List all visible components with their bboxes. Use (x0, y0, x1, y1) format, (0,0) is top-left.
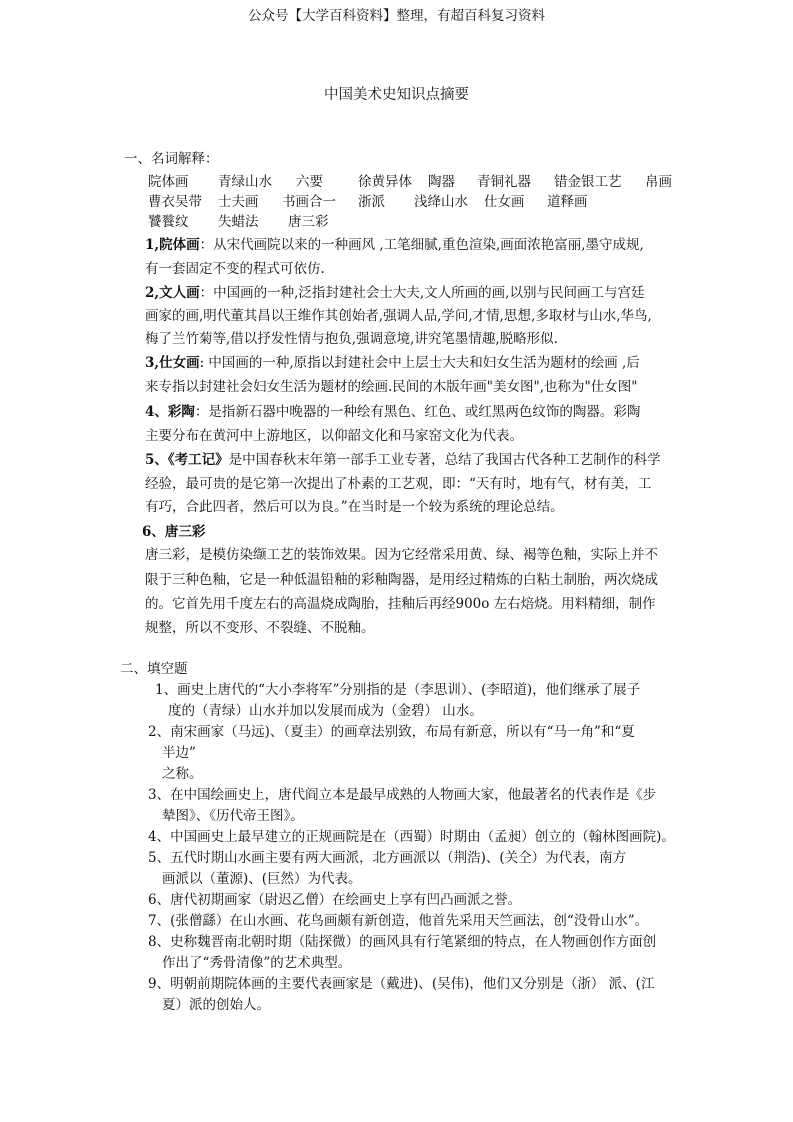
term-item: 失蜡法 (218, 214, 259, 230)
fill-blank-item: 6、唐代初期画家（尉迟乙僧）在绘画史上享有凹凸画派之誉。 (148, 892, 522, 908)
definition-line: 梅了兰竹菊等,借以抒发性情与抱负,强调意境,讲究笔墨情趣,脱略形似. (145, 331, 558, 347)
term-item: 青铜礼器 (477, 174, 531, 190)
definition-line: 画家的画,明代董其昌以王维作其创始者,强调人品,学问,才情,思想,多取材与山水,华鸟, (145, 308, 652, 324)
definition-first-line (142, 523, 205, 541)
fill-blank-item-cont: 夏）派的创始人。 (162, 997, 270, 1013)
definition-label: 6、唐三彩 (142, 524, 206, 540)
term-item: 浙派 (358, 194, 385, 210)
definition-line: 有一套固定不变的程式可依仿. (145, 261, 325, 277)
definition-first-line (145, 354, 640, 372)
definition-first-line (145, 451, 661, 469)
definition-text: 是中国春秋末年第一部手工业专著，总结了我国古代各种工艺制作的科学 (228, 452, 661, 468)
definition-label: 3,仕女画 (145, 355, 200, 371)
section2-heading: 二、填空题 (120, 661, 188, 677)
term-item: 饕餮纹 (148, 214, 189, 230)
document-title: 中国美术史知识点摘要 (324, 87, 469, 103)
definition-line: 唐三彩，是模仿染缬工艺的装饰效果。因为它经常采用黄、绿、褐等色釉，实际上并不 (145, 547, 658, 563)
definition-text: ：中国画的一种,泛指封建社会士大夫,文人所画的画,以别与民间画工与宫廷 (199, 285, 645, 301)
term-item: 陶器 (428, 174, 455, 190)
definition-line: 有巧，合此四者，然后可以为良。”在当时是一个较为系统的理论总结。 (145, 499, 564, 515)
term-item: 士夫画 (218, 194, 259, 210)
definition-line: 限于三种色釉，它是一种低温铅釉的彩釉陶器，是用经过精炼的白粘土制胎，两次烧成 (145, 572, 658, 588)
fill-blank-item: 5、五代时期山水画主要有两大画派，北方画派以（荆浩)、(关仝）为代表，南方 (148, 850, 627, 866)
fill-blank-item: 8、史称魏晋南北朝时期（陆探微）的画风具有行笔紧细的特点，在人物画创作方面创 (148, 934, 657, 950)
term-item: 错金银工艺 (554, 174, 622, 190)
definition-line: 的。它首先用千度左右的高温烧成陶胎，挂釉后再经900o 左右焙烧。用料精细，制作 (145, 596, 656, 612)
fill-blank-item: 3、在中国绘画史上，唐代阎立本是最早成熟的人物画大家，他最著名的代表作是《步 (148, 787, 657, 803)
term-item: 浅绛山水 (414, 194, 468, 210)
definition-label: 1,院体画 (145, 237, 200, 253)
definition-line: 经验，最可贵的是它第一次提出了朴素的工艺观，即：“天有时，地有气，材有美，工 (145, 476, 652, 492)
fill-blank-item-cont: 半边” (162, 745, 196, 761)
definition-label: 5、《考工记》 (145, 452, 229, 468)
fill-blank-item: 9、明朝前期院体画的主要代表画家是（戴进)、(吴伟)，他们又分别是（浙） 派、(江 (148, 976, 655, 992)
fill-blank-item: 7、(张僧繇）在山水画、花鸟画颇有新创造，他首先采用天竺画法，创“没骨山水”。 (148, 913, 649, 929)
definition-label: 4、彩陶 (145, 404, 195, 420)
definition-first-line (145, 236, 644, 254)
page-banner: 公众号【大学百科资料】整理，有超百科复习资料 (248, 8, 545, 24)
fill-blank-item: 4、中国画史上最早建立的正规画院是在（西蜀）时期由（孟昶）创立的（翰林图画院)。 (148, 829, 675, 845)
definition-first-line (145, 284, 644, 302)
term-item: 道释画 (547, 194, 588, 210)
term-item: 院体画 (148, 174, 189, 190)
term-item: 书画合一 (282, 194, 336, 210)
definition-text: ：从宋代画院以来的一种画风 ,工笔细腻,重色渲染,画面浓艳富丽,墨守成规, (199, 237, 644, 253)
fill-blank-item-cont: 度的（青绿）山水并加以发展而成为（金碧） 山水。 (168, 703, 483, 719)
section1-heading: 一、名词解释： (124, 151, 219, 167)
definition-line: 主要分布在黄河中上游地区，以仰韶文化和马家窑文化为代表。 (145, 428, 523, 444)
definition-line: 规整，所以不变形、不裂缝、不脱釉。 (145, 620, 375, 636)
term-item: 六要 (296, 174, 323, 190)
term-item: 曹衣吴带 (148, 194, 202, 210)
term-item: 仕女画 (484, 194, 525, 210)
fill-blank-item-cont: 之称。 (162, 766, 203, 782)
fill-blank-item: 2、南宋画家（马远)、（夏圭）的画章法别致，布局有新意，所以有“马一角”和“夏 (148, 724, 635, 740)
fill-blank-item: 1、画史上唐代的“大小李将军”分别指的是（李思训）、(李昭道)，他们继承了展子 (155, 682, 641, 698)
definition-first-line (145, 403, 640, 421)
term-item: 帛画 (645, 174, 672, 190)
fill-blank-item-cont: 作出了“秀骨清像”的艺术典型。 (162, 955, 352, 971)
definition-text: : 中国画的一种,原指以封建社会中上层士大夫和妇女生活为题材的绘画 ,后 (199, 355, 640, 371)
definition-line: 来专指以封建社会妇女生活为题材的绘画.民间的木版年画"美女图",也称为"仕女图" (145, 379, 638, 395)
fill-blank-item-cont: 画派以（董源)、(巨然）为代表。 (162, 871, 362, 887)
term-item: 唐三彩 (288, 214, 329, 230)
definition-label: 2,文人画 (145, 285, 200, 301)
term-item: 徐黄异体 (358, 174, 412, 190)
definition-text: ：是指新石器中晚器的一种绘有黑色、红色、或红黑两色纹饰的陶器。彩陶 (194, 404, 641, 420)
term-item: 青绿山水 (218, 174, 272, 190)
fill-blank-item-cont: 辇图》、《历代帝王图》。 (162, 808, 304, 824)
